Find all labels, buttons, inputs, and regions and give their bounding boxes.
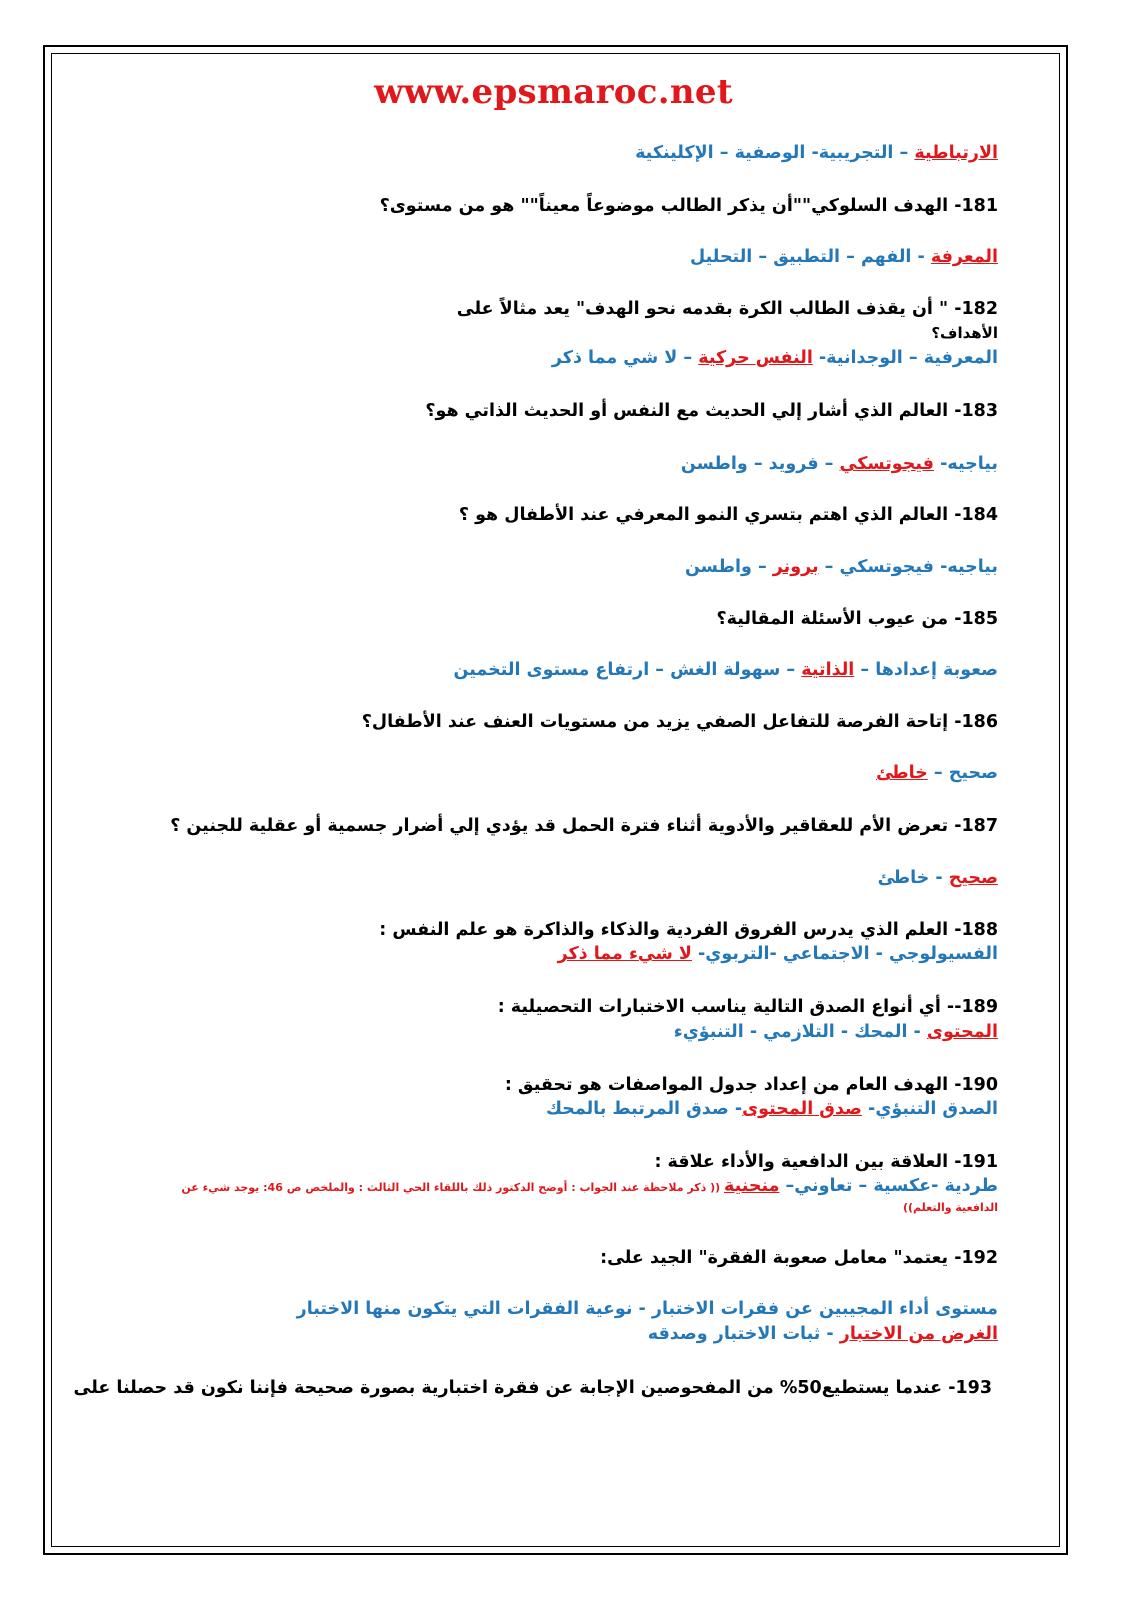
question-185: 185- من عيوب الأسئلة المقالية؟ [716,609,998,629]
answer-options-text: – فرويد – واطسن [680,454,840,474]
site-url-header[interactable]: www.epsmaroc.net [374,72,733,112]
answer-options-191 [181,1174,998,1200]
answer-options-text: – واطسن [684,557,773,577]
correct-answer: النفس حركية [698,348,813,368]
correct-answer: صدق المحتوى [742,1099,862,1119]
correct-answer: المحتوى [926,1022,998,1042]
question-186: 186- إتاحة الفرصة للتفاعل الصفي يزيد من مستويات العنف عند الأطفال؟ [361,712,998,732]
question-193: 193- عندما يستطيع50% من المفحوصين الإجابة عن فقرة اختبارية بصورة صحيحة فإننا نكون قد حصلنا على [73,1378,992,1398]
answer-options-text: بياجيه- فيجوتسكي – [818,557,998,577]
question-188: 188- العلم الذي يدرس الفروق الفردية والذكاء والذاكرة هو علم النفس : [379,920,998,940]
question-184: 184- العالم الذي اهتم بتسري النمو المعرفي عند الأطفال هو ؟ [458,505,998,525]
answer-options-184 [685,555,998,579]
answer-note-cont: الدافعية والتعلم)) [902,1201,998,1214]
answer-options-text: صعوبة إعدادها – [854,660,998,680]
question-192: 192- يعتمد" معامل صعوبة الفقرة" الجيد على: [600,1248,998,1268]
question-183: 183- العالم الذي أشار إلي الحديث مع النفس أو الحديث الذاتي هو؟ [425,401,998,421]
correct-answer: لا شيء مما ذكر [557,944,692,964]
answer-options-180 [635,141,998,165]
question-190: 190- الهدف العام من إعداد جدول المواصفات هو تحقيق : [504,1075,998,1095]
answer-options-text: - ثبات الاختبار وصدقه [647,1324,840,1344]
correct-answer: الارتباطية [914,143,998,163]
answer-options-181 [690,245,998,269]
answer-options-183 [681,452,998,476]
answer-options-text: – لا شي مما ذكر [551,348,699,368]
question-189: 189-- أي أنواع الصدق التالية يناسب الاختبارات التحصيلية : [497,997,998,1017]
answer-options-187 [878,866,998,890]
question-182: 182- " أن يقذف الطالب الكرة بقدمه نحو الهدف" يعد مثالاً على [456,299,998,319]
answer-options-190 [546,1097,998,1121]
answer-options-text: طردية -عكسية – تعاوني– [779,1176,998,1196]
correct-answer: المعرفة [930,247,998,267]
answer-options-text: صحيح – [927,763,998,783]
correct-answer: خاطئ [876,763,928,783]
answer-options-188 [558,942,998,966]
correct-answer: فيجوتسكي [839,454,934,474]
answer-options-text: المعرفية – الوجدانية- [812,348,998,368]
answer-options-186 [876,761,998,785]
correct-answer: برونر [772,557,819,577]
correct-answer: منحنية [723,1176,780,1196]
correct-answer: صحيح [948,868,998,888]
answer-options-192: مستوى أداء المجيبين عن فقرات الاختبار - نوعية الفقرات التي يتكون منها الاختبار [296,1299,998,1319]
question-187: 187- تعرض الأم للعقاقير والأدوية أثناء فترة الحمل قد يؤدي إلي أضرار جسمية أو عقلية للجنين ؟ [170,816,998,836]
answer-options-192-cont [648,1322,998,1346]
answer-options-text: بياجيه- [933,454,998,474]
answer-options-text: الفسيولوجي - الاجتماعي -التربوي- [691,944,998,964]
answer-options-185 [454,658,999,682]
answer-options-text: – سهولة الغش – ارتفاع مستوى التخمين [453,660,802,680]
answer-options-text: - صدق المرتبط بالمحك [545,1099,743,1119]
answer-options-text: – التجريبية- الوصفية – الإكلينكية [635,143,915,163]
correct-answer: الذاتية [801,660,855,680]
answer-options-text: - الفهم – التطبيق – التحليل [690,247,931,267]
answer-note: (( ذكر ملاحظة عند الجواب : أوضح الدكتور ذلك باللقاء الحي الثالث : والملخص ص 46: يوجد شيء عن [181,1181,724,1194]
answer-options-189 [674,1020,998,1044]
answer-options-182 [552,346,998,370]
question-182-cont: الأهداف؟ [931,324,998,342]
answer-options-text: الصدق التنبؤي- [861,1099,998,1119]
question-181: 181- الهدف السلوكي""أن يذكر الطالب موضوعاً معيناً"" هو من مستوى؟ [379,196,998,216]
answer-options-text: - المحك - التلازمي - التنبؤيء [673,1022,927,1042]
question-191: 191- العلاقة بين الدافعية والأداء علاقة : [654,1152,998,1172]
correct-answer: الغرض من الاختبار [839,1324,998,1344]
answer-options-text: - خاطئ [877,868,949,888]
